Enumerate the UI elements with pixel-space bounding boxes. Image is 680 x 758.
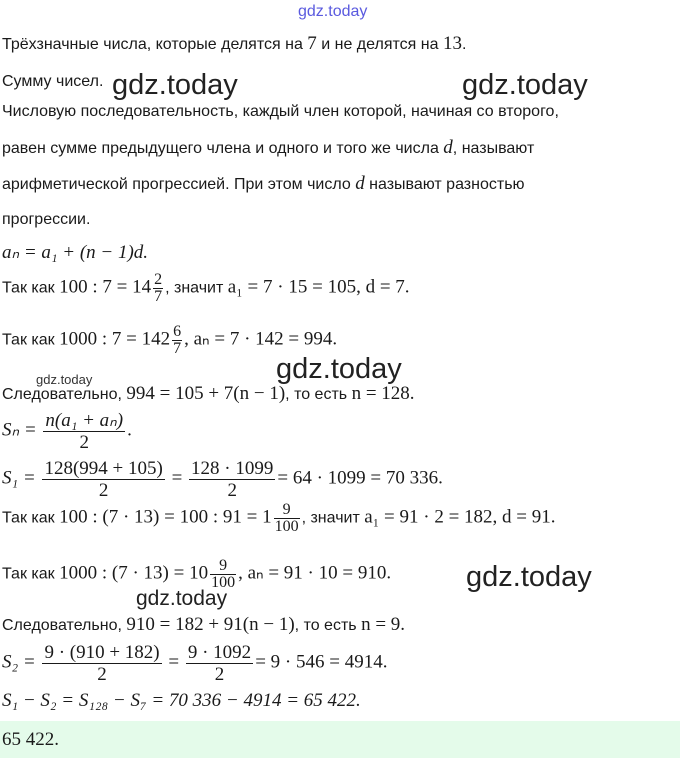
fraction-6-7: $\frac{6}{7}$: [173, 323, 182, 357]
step-n-9: Следовательно, 910 = 182 + 91(n − 1), то есть n = 9.: [2, 614, 406, 635]
fraction-2-7: $\frac{2}{7}$: [154, 271, 163, 305]
step-first-term: Так как 100 : 7 = 14 $\frac{2}{7}$ , значит a₁ = 7 · 15 = 105, d = 7.: [2, 271, 410, 305]
answer: 65 422.: [2, 729, 59, 750]
watermark: gdz.today: [112, 69, 238, 101]
sum-s2: S₂ = $\frac{9 \cdot (910 + 182)}{2}$ = $\frac{9 \cdot 1092}{2}$ = 9 · 546 = 4914.: [2, 642, 388, 685]
watermark: gdz.today: [462, 69, 588, 101]
watermark: gdz.today: [136, 587, 228, 610]
answer-bar: [0, 721, 680, 758]
question-line: Сумму чисел.: [2, 73, 104, 90]
task-statement: Трёхзначные числа, которые делятся на 7 и не делятся на 13.: [2, 33, 467, 54]
step-n-128: Следовательно, 994 = 105 + 7(n − 1), то есть n = 128.: [2, 383, 415, 404]
step-last-term-91: Так как 1000 : (7 · 13) = 10 $\frac{9}{100}$ , aₙ = 91 · 10 = 910.: [2, 557, 392, 591]
definition-line-1: Числовую последовательность, каждый член которой, начиная со второго,: [2, 103, 559, 120]
arithmetic-progression-formula: aₙ = a₁ + (n − 1)d.: [2, 242, 149, 263]
sum-formula: Sₙ = $\frac{\text{n(a₁ + aₙ)}}{2}$ .: [2, 410, 132, 453]
step-first-term-91: Так как 100 : (7 · 13) = 100 : 91 = 1 $\frac{9}{100}$ , значит a₁ = 91 · 2 = 182, d = 91.: [2, 501, 556, 535]
definition-line-2: равен сумме предыдущего члена и одного и того же числа d, называют: [2, 137, 535, 158]
watermark: gdz.today: [466, 561, 592, 593]
definition-line-4: прогрессии.: [2, 211, 91, 228]
final-difference: S₁ − S₂ = S₁₂₈ − S₇ = 70 336 − 4914 = 65 422.: [2, 690, 361, 711]
step-last-term: Так как 1000 : 7 = 142 $\frac{6}{7}$ , aₙ = 7 · 142 = 994.: [2, 323, 338, 357]
definition-line-3: арифметической прогрессией. При этом число d называют разностью: [2, 173, 525, 194]
watermark: gdz.today: [276, 353, 402, 385]
watermark: gdz.today: [36, 372, 93, 387]
watermark-top: gdz.today: [298, 3, 368, 20]
sum-s1: S₁ = $\frac{128(994 + 105)}{2}$ = $\frac{128 \cdot 1099}{2}$ = 64 · 1099 = 70 336.: [2, 458, 443, 501]
